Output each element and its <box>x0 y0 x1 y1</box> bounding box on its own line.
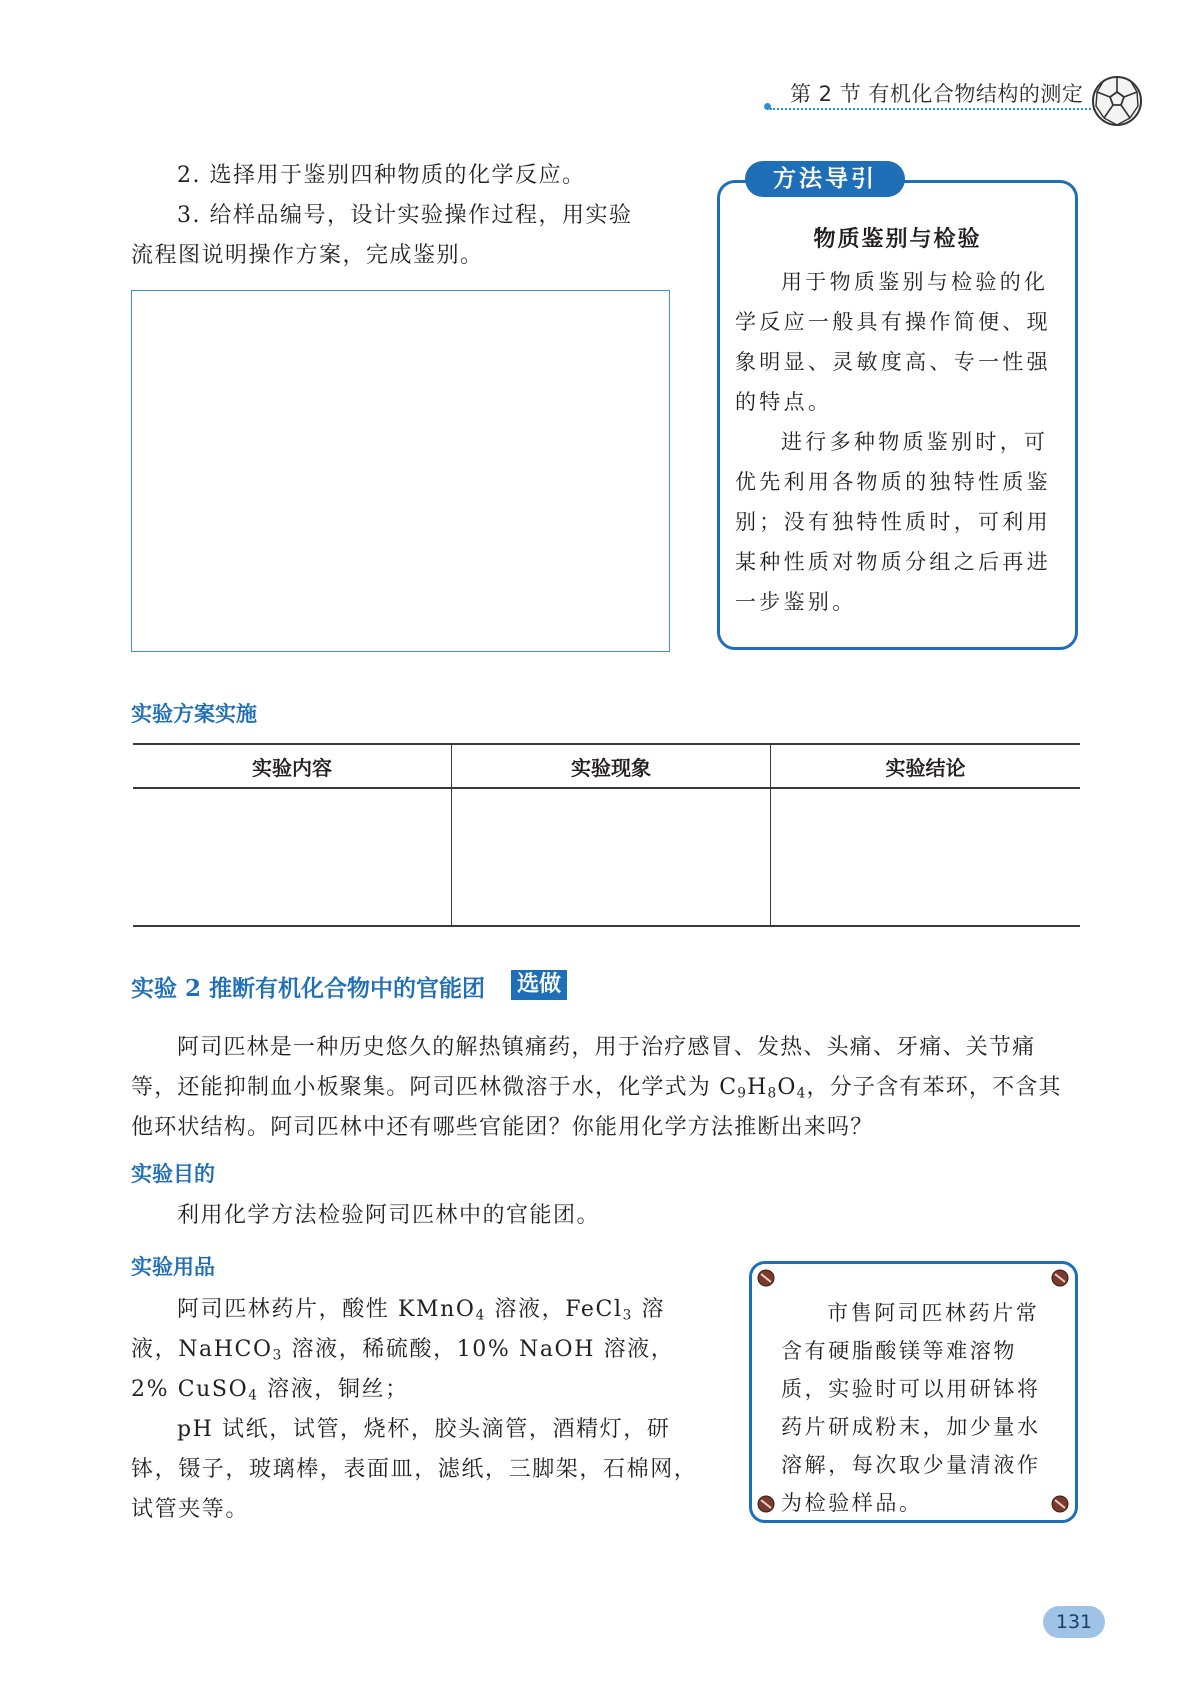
optional-badge: 选做 <box>511 970 567 1000</box>
header-divider <box>770 108 1095 110</box>
table-cell-phenomenon[interactable] <box>452 788 771 926</box>
method-guide-tag <box>745 161 905 197</box>
column-header-phenomenon: 实验现象 <box>452 744 771 788</box>
table-cell-conclusion[interactable] <box>771 788 1081 926</box>
tip-note-text: 市售阿司匹林药片常含有硬脂酸镁等难溶物质，实验时可以用研钵将药片研成粉末，加少量水溶解，每次取少量清液作为检验样品。 <box>781 1301 1041 1515</box>
method-guide-paragraph: 用于物质鉴别与检验的化学反应一般具有操作简便、现象明显、灵敏度高、专一性强的特点。 <box>735 270 1051 414</box>
experiment-2-title: 实验 2 推断有机化合物中的官能团 <box>131 975 486 1002</box>
step-2-text: 2. 选择用于鉴别四种物质的化学反应。 <box>177 163 586 188</box>
method-guide-paragraph: 进行多种物质鉴别时，可优先利用各物质的独特性质鉴别；没有独特性质时，可利用某种性质对物质分组之后再进一步鉴别。 <box>735 430 1051 614</box>
purpose-heading: 实验目的 <box>131 1162 215 1186</box>
implementation-heading: 实验方案实施 <box>131 702 257 726</box>
method-guide-tag-label: 方法导引 <box>773 165 877 192</box>
materials-heading: 实验用品 <box>131 1255 215 1279</box>
table-cell-content[interactable] <box>133 788 452 926</box>
screw-icon <box>757 1269 775 1287</box>
step-3-text: 3. 给样品编号，设计实验操作过程，用实验 <box>177 203 633 228</box>
experiment-plan-table <box>133 743 1080 927</box>
experiment-2-intro: 阿司匹林是一种历史悠久的解热镇痛药，用于治疗感冒、发热、头痛、牙痛、关节痛等，还能抑制血小板聚集。阿司匹林微溶于水，化学式为 $C_9H_8O_4$，分子含有苯环，不含其他环状结构。阿司匹林中还有哪些官能团？你能用化学方法推断出来吗？ <box>131 1035 1062 1140</box>
column-header-conclusion: 实验结论 <box>771 744 1081 788</box>
method-guide-heading: 物质鉴别与检验 <box>813 226 982 252</box>
flowchart-answer-box[interactable] <box>131 290 670 652</box>
reagents-list: 阿司匹林药片，酸性 KMnO$_4$ 溶液，FeCl$_3$ 溶液，NaHCO$_3$ 溶液，稀硫酸，10% NaOH 溶液，2% CuSO$_4$ 溶液，铜丝； <box>131 1297 675 1404</box>
page-number: 131 <box>1043 1606 1105 1638</box>
column-header-content: 实验内容 <box>133 744 452 788</box>
fullerene-icon <box>1090 74 1144 128</box>
screw-icon <box>757 1495 775 1513</box>
purpose-text: 利用化学方法检验阿司匹林中的官能团。 <box>177 1203 601 1228</box>
section-title: 第 2 节 有机化合物结构的测定 <box>790 82 1084 106</box>
equipment-list: pH 试纸，试管，烧杯，胶头滴管，酒精灯，研钵，镊子，玻璃棒，表面皿，滤纸，三脚架，石棉网，试管夹等。 <box>131 1417 698 1522</box>
screw-icon <box>1051 1269 1069 1287</box>
step-3-text-cont: 流程图说明操作方案，完成鉴别。 <box>131 243 484 268</box>
